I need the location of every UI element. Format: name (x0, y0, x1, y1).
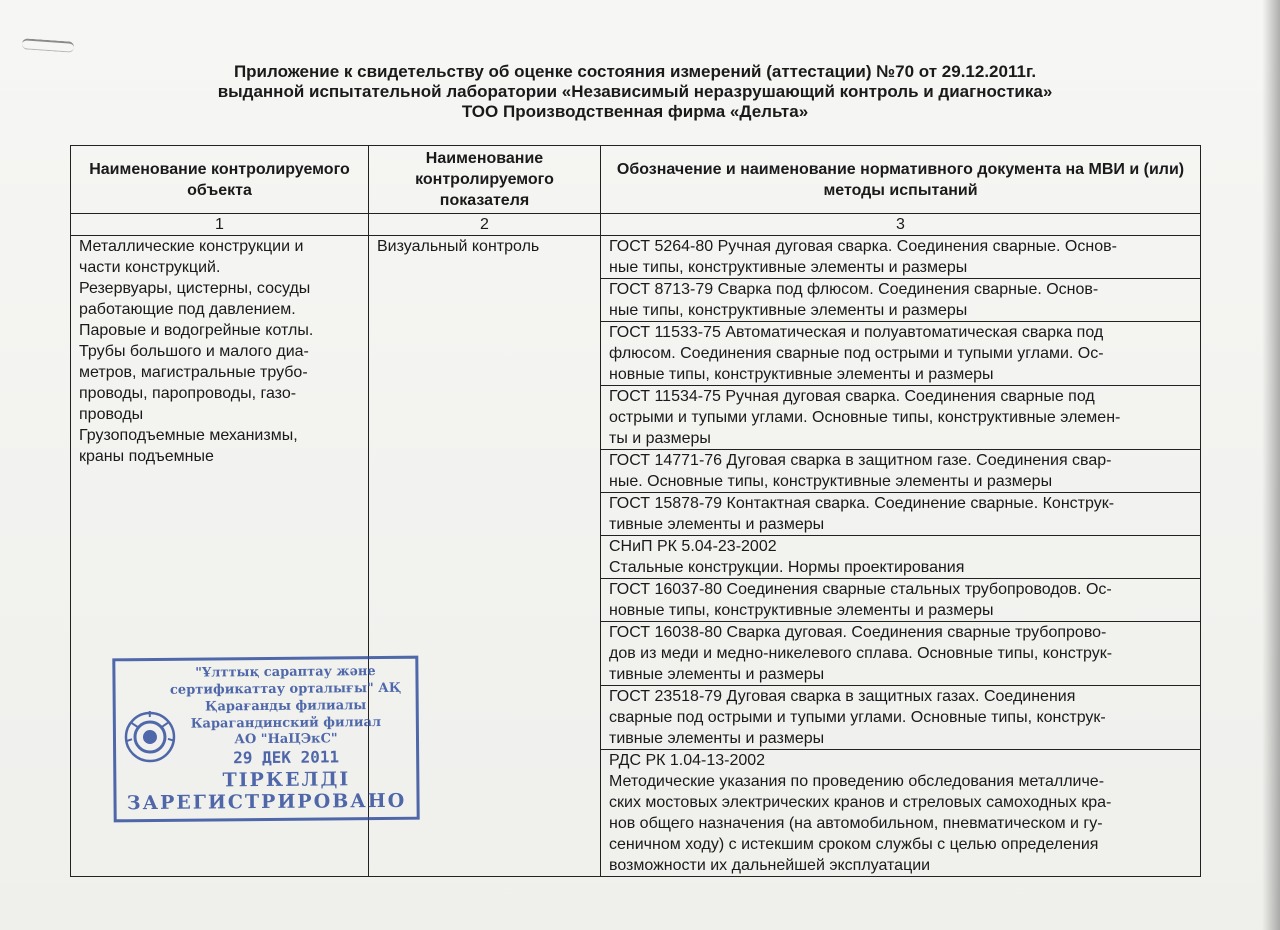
standard-line: Стальные конструкции. Нормы проектирования (609, 559, 965, 576)
object-line: краны подъемные (79, 448, 214, 465)
stamp-line-6: ТІРКЕЛДІ (222, 768, 351, 792)
standard-line: тивные элементы и размеры (609, 516, 825, 533)
standard-line: СНиП РК 5.04-23-2002 (609, 538, 777, 555)
stamp-line-7: ЗАРЕГИСТРИРОВАНО (126, 789, 407, 815)
standard-line: сеничном ходу) с истекшим сроком службы с целью определения (609, 836, 1099, 853)
col-number-3: 3 (601, 214, 1201, 236)
standard-line: нов общего назначения (на автомобильном, пневматическом и гу- (609, 815, 1103, 832)
standard-line: тивные элементы и размеры (609, 666, 825, 683)
stamp-line-5: АО "НаЦЭкС" (234, 731, 338, 748)
indicator-text: Визуальный контроль (377, 238, 540, 255)
object-line: Трубы большого и малого диа- (79, 343, 309, 360)
standard-line: ГОСТ 8713-79 Сварка под флюсом. Соединения сварные. Основ- (609, 281, 1099, 298)
object-line: Грузоподъемные механизмы, (79, 427, 298, 444)
table-row (71, 236, 1201, 279)
standard-line: ные типы, конструктивные элементы и размеры (609, 259, 968, 276)
staple-mark (22, 38, 75, 53)
table-header-row (71, 146, 1201, 214)
standard-line: ные. Основные типы, конструктивные элементы и размеры (609, 473, 1053, 490)
object-line: Паровые и водогрейные котлы. (79, 322, 314, 339)
standard-line: ГОСТ 11533-75 Автоматическая и полуавтоматическая сварка под (609, 324, 1104, 341)
standard-cell (601, 622, 1201, 686)
header-line-2: выданной испытательной лаборатории «Независимый неразрушающий контроль и диагностика» (217, 82, 1053, 101)
standard-line: сварные под острыми и тупыми углами. Основные типы, конструк- (609, 709, 1106, 726)
standard-cell (601, 386, 1201, 450)
standard-line: дов из меди и медно-никелевого сплава. Основные типы, конструк- (609, 645, 1113, 662)
standard-cell (601, 493, 1201, 536)
document-header (0, 62, 1280, 122)
standard-cell (601, 536, 1201, 579)
standard-cell (601, 686, 1201, 750)
col-number-1: 1 (71, 214, 369, 236)
standard-line: ГОСТ 14771-76 Дуговая сварка в защитном газе. Соединения свар- (609, 452, 1112, 469)
stamp-line-1: "Ұлттық сараптау және (195, 664, 376, 681)
object-line: Резервуары, цистерны, сосуды (79, 280, 311, 297)
object-line: метров, магистральные трубо- (79, 364, 308, 381)
standard-line: флюсом. Соединения сварные под острыми и тупыми углами. Ос- (609, 345, 1104, 362)
header-line-1: Приложение к свидетельству об оценке состояния измерений (аттестации) №70 от 29.12.2011г. (233, 62, 1037, 81)
stamp-date: 29 ДЕК 2011 (233, 747, 340, 768)
object-line: Металлические конструкции и (79, 238, 304, 255)
standard-cell (601, 279, 1201, 322)
standard-line: новные типы, конструктивные элементы и размеры (609, 366, 994, 383)
standard-cell (601, 236, 1201, 279)
standard-line: Методические указания по проведению обследования металличе- (609, 773, 1105, 790)
standard-line: тивные элементы и размеры (609, 730, 825, 747)
standard-line: ГОСТ 16038-80 Сварка дуговая. Соединения сварные трубопрово- (609, 624, 1107, 641)
standard-line: ГОСТ 5264-80 Ручная дуговая сварка. Соединения сварные. Основ- (609, 238, 1117, 255)
object-line: части конструкций. (79, 259, 221, 276)
scan-edge-shadow (1262, 0, 1280, 930)
standard-line: ГОСТ 11534-75 Ручная дуговая сварка. Соединения сварные под (609, 388, 1095, 405)
standard-line: возможности их дальнейшей эксплуатации (609, 857, 931, 874)
standard-cell (601, 750, 1201, 877)
standard-line: ГОСТ 23518-79 Дуговая сварка в защитных газах. Соединения (609, 688, 1076, 705)
object-line: проводы (79, 406, 144, 423)
standard-line: ГОСТ 15878-79 Контактная сварка. Соединение сварные. Конструк- (609, 495, 1115, 512)
object-line: работающие под давлением. (79, 301, 296, 318)
standard-line: ные типы, конструктивные элементы и размеры (609, 302, 968, 319)
standard-line: ты и размеры (609, 430, 711, 447)
standard-line: ских мостовых электрических кранов и стреловых самоходных кра- (609, 794, 1112, 811)
standard-line: новные типы, конструктивные элементы и размеры (609, 602, 994, 619)
header-line-3: ТОО Производственная фирма «Дельта» (461, 102, 809, 121)
object-line: проводы, паропроводы, газо- (79, 385, 297, 402)
standard-cell (601, 322, 1201, 386)
registration-stamp (112, 656, 419, 823)
col-number-2: 2 (369, 214, 601, 236)
standard-line: ГОСТ 16037-80 Соединения сварные стальных трубопроводов. Ос- (609, 581, 1112, 598)
col1-header: Наименование контролируемого объекта (71, 146, 369, 214)
stamp-line-2: сертификаттау орталығы" АҚ (169, 680, 402, 698)
stamp-line-4: Карагандинский филиал (190, 714, 382, 732)
col2-header: Наименование контролируемого показателя (369, 146, 601, 214)
column-number-row (71, 214, 1201, 236)
col3-header: Обозначение и наименование нормативного документа на МВИ и (или) методы испытаний (601, 146, 1201, 214)
standard-line: острыми и тупыми углами. Основные типы, конструктивные элемен- (609, 409, 1121, 426)
standard-cell (601, 450, 1201, 493)
stamp-line-3: Қарағанды филиалы (205, 698, 367, 715)
standard-cell (601, 579, 1201, 622)
standard-line: РДС РК 1.04-13-2002 (609, 752, 766, 769)
